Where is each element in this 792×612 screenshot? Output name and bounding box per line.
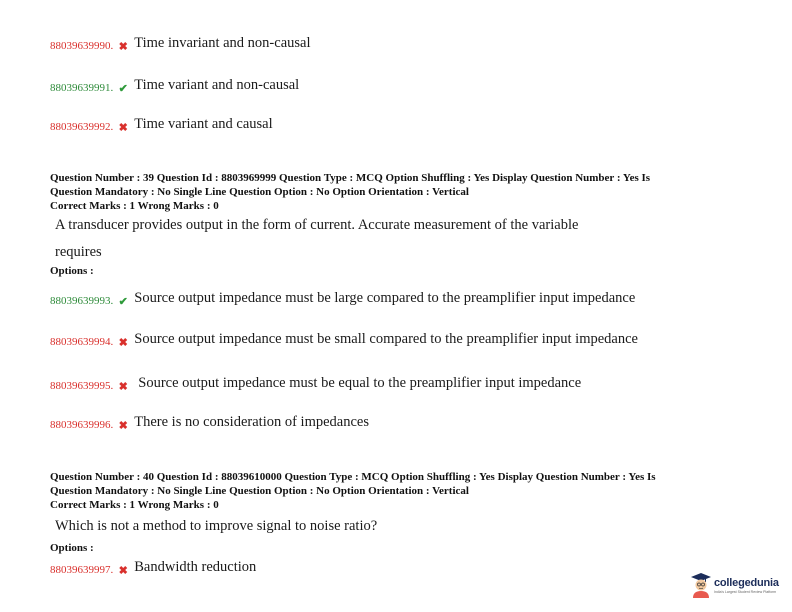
check-icon: ✔ [118,81,128,95]
question-meta [50,171,750,213]
question-marks: Correct Marks : 1 Wrong Marks : 0 [50,499,219,511]
question-text: A transducer provides output in the form of current. Accurate measurement of the variable [55,217,579,233]
question-meta-line: Question Number : 39 Question Id : 8803969999 Question Type : MCQ Option Shuffling : Yes Display Question Number : Yes Is [50,172,651,184]
collegedunia-logo [690,572,779,598]
options-label: Options : [50,265,94,277]
question-meta [50,470,750,512]
option-id: 88039639990. [50,40,114,52]
option-row [50,372,581,394]
option-text: Time invariant and non-causal [134,34,311,51]
option-id: 88039639997. [50,564,114,576]
option-row [50,411,369,433]
wrong-icon: ✖ [118,563,128,577]
wrong-icon: ✖ [118,379,128,393]
option-text: Source output impedance must be large compared to the preamplifier input impedance [134,289,636,306]
option-text: Time variant and non-causal [134,76,300,93]
options-label: Options : [50,542,94,554]
option-id: 88039639995. [50,380,114,392]
option-id: 88039639996. [50,419,114,431]
question-text-continuation: requires [55,244,102,260]
option-row [50,328,638,350]
wrong-icon: ✖ [118,335,128,349]
option-row [50,556,256,578]
wrong-icon: ✖ [118,120,128,134]
option-text: Time variant and causal [134,115,273,132]
question-meta-line: Question Mandatory : No Single Line Question Option : No Option Orientation : Vertical [50,186,469,198]
option-id: 88039639992. [50,121,114,133]
option-id: 88039639994. [50,336,114,348]
question-meta-line: Question Mandatory : No Single Line Question Option : No Option Orientation : Vertical [50,485,469,497]
option-text: There is no consideration of impedances [134,413,369,430]
question-marks: Correct Marks : 1 Wrong Marks : 0 [50,200,219,212]
option-row [50,74,299,96]
option-text: Source output impedance must be small compared to the preamplifier input impedance [134,330,638,347]
option-row [50,113,273,135]
question-text: Which is not a method to improve signal to noise ratio? [55,518,378,534]
wrong-icon: ✖ [118,39,128,53]
check-icon: ✔ [118,294,128,308]
option-text: Source output impedance must be equal to the preamplifier input impedance [138,374,582,391]
logo-tagline: India's Largest Student Review Platform [714,589,777,594]
option-row [50,287,635,309]
option-row [50,32,311,54]
option-id: 88039639993. [50,295,114,307]
graduate-mascot-icon [690,572,712,598]
option-id: 88039639991. [50,82,114,94]
logo-name: collegedunia [714,576,779,589]
wrong-icon: ✖ [118,418,128,432]
question-meta-line: Question Number : 40 Question Id : 88039610000 Question Type : MCQ Option Shuffling : Yes Display Question Number : Yes Is [50,471,656,483]
option-text: Bandwidth reduction [134,558,257,575]
